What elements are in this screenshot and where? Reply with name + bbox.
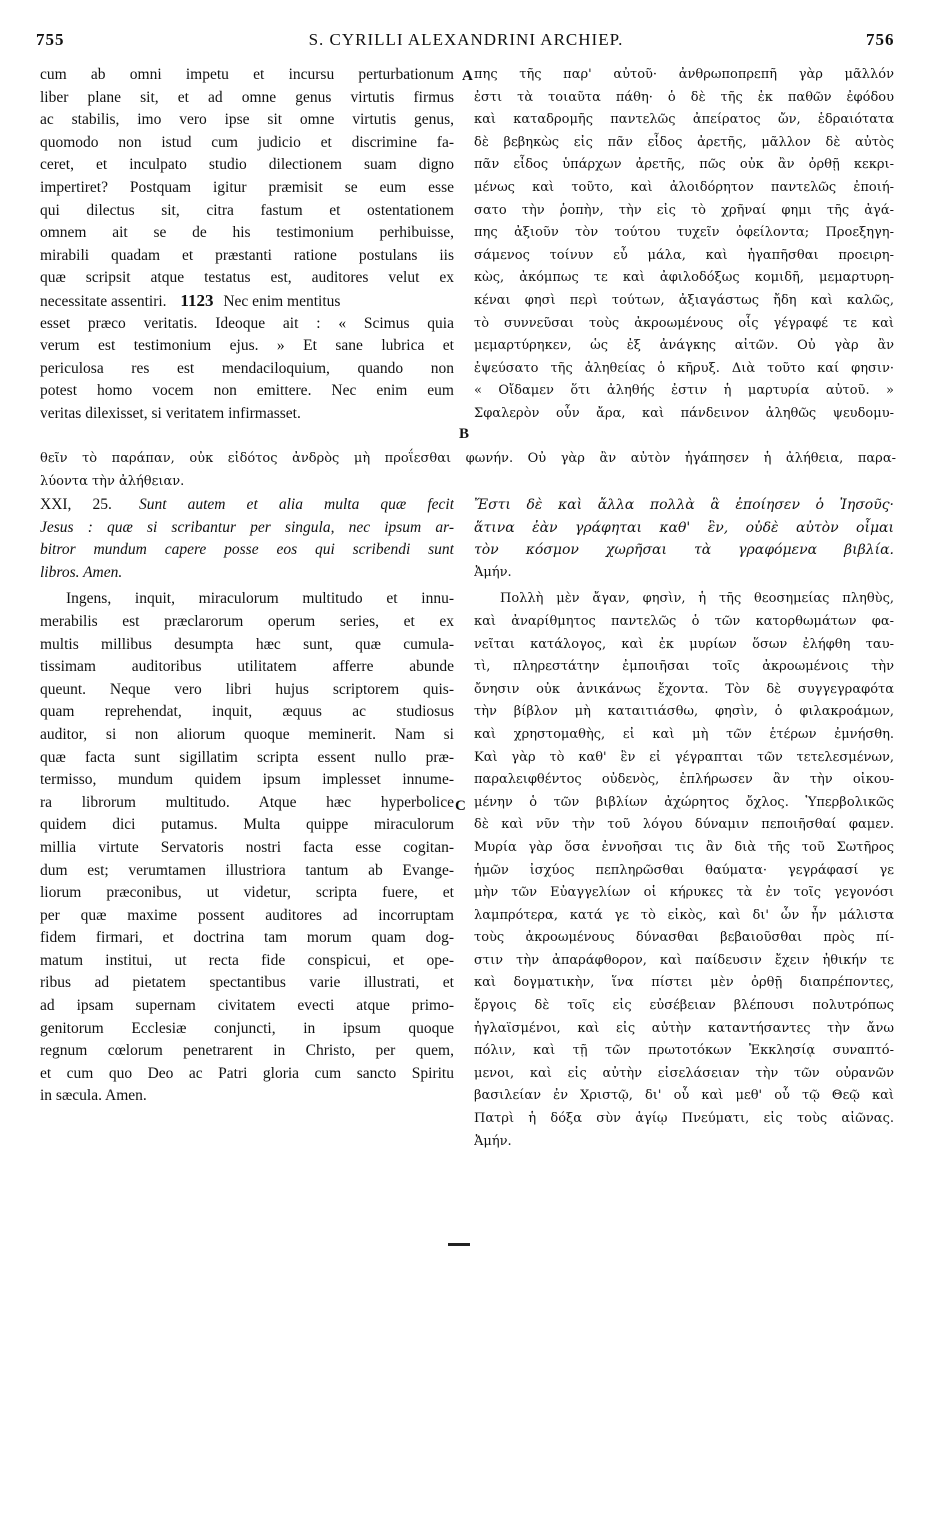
greek-line: Πολλὴ μὲν ἄγαν, φησὶν, ἡ τῆς θεοσημείας πληθὺς, bbox=[500, 591, 894, 607]
greek-line: μενοι, καὶ εἰς αὐτὴν εἰσελάσειαν τὴν τῶν οὐρανῶν bbox=[474, 1065, 894, 1081]
greek-line: ἔργοις δὲ τοῖς εἰς εὐσέβειαν βλέπουσι πολυτρόπως bbox=[474, 998, 894, 1014]
latin-line: ceret, et inculpato studio dilectionem suam digno bbox=[40, 156, 454, 174]
greek-line: στιν τὴν ἀπαράφθορον, καὶ παίδευσιν ἔχειν ἠθικήν τε bbox=[474, 952, 894, 968]
latin-line: auditor, si non aliorum quoque meminerit. Nam si bbox=[40, 725, 454, 743]
latin-line: per quæ maxime possent auditores ad incorruptam bbox=[40, 906, 454, 924]
latin-line: ra librorum multitudo. Atque hæc hyperbolice bbox=[40, 793, 454, 811]
latin-line: omnem ait se de his testimonium perhibuisse, bbox=[40, 224, 454, 242]
latin-line: periculosa res est mendaciloquium, quando non bbox=[40, 359, 454, 377]
latin-line: tissimam auditoribus utilitatem afferre abunde bbox=[40, 658, 454, 676]
greek-line: νεῖται κατάλογος, καὶ ἐκ μυρίων ὅσων ἐλήφθη ταυ- bbox=[474, 636, 894, 652]
greek-line: Πατρὶ ἡ δόξα σὺν ἁγίῳ Πνεύματι, εἰς τοὺς αἰῶνας. bbox=[474, 1111, 894, 1127]
latin-line: quæ scripsit atque testatus est, auditores velut ex bbox=[40, 269, 454, 287]
greek-line: καὶ ἀναρίθμητος παντελῶς ὁ τῶν κατορθωμάτων φα- bbox=[474, 613, 894, 629]
greek-line: σάμενος τοίνυν εὖ μάλα, καὶ ἠγαπῆσθαι προειρη- bbox=[474, 247, 894, 263]
latin-line: verum est testimonium ejus. » Et sane lubrica et bbox=[40, 337, 454, 355]
latin-line: potest homo vocem non emittere. Nec enim eum bbox=[40, 382, 454, 400]
greek-line: σατο τὴν ῥοπὴν, τὴν εἰς τὸ χρῆναί φημι τῆς ἀγά- bbox=[474, 202, 894, 218]
verse-text: Sunt autem et alia multa quæ fecit bbox=[138, 496, 454, 513]
greek-column-bottom bbox=[474, 494, 894, 1153]
latin-line: quidem dici putamus. Multa quippe miraculorum bbox=[40, 816, 454, 834]
latin-column-top bbox=[40, 64, 454, 426]
latin-verse-line: libros. Amen. bbox=[40, 563, 123, 581]
latin-line: merabilis est præclarorum operum series, et ex bbox=[40, 612, 454, 630]
page-header bbox=[0, 30, 932, 56]
latin-line: et cum quo Deo ac Patri gloria cum sancto Spiritu bbox=[40, 1064, 454, 1082]
greek-line: θεῖν τὸ παράπαν, οὐκ εἰδότος ἀνδρὸς μὴ προΐεσθαι φωνήν. Οὐ γὰρ ἂν αὐτὸν ἠγάπησεν ἡ ἀλήθεια, παρα- bbox=[40, 451, 896, 466]
verse-reference: XXI, 25. bbox=[40, 496, 112, 513]
margin-mark-a: A bbox=[462, 68, 473, 84]
greek-line: βασιλείαν ἐν Χριστῷ, δι' οὗ καὶ μεθ' οὗ τῷ Θεῷ καὶ bbox=[474, 1088, 894, 1104]
greek-verse-line: ἅτινα ἐὰν γράφηται καθ' ἓν, οὐδὲ αὐτὸν οἶμαι bbox=[474, 519, 894, 536]
latin-segment: Nec enim mentitus bbox=[223, 292, 341, 310]
margin-mark-c: C bbox=[455, 798, 466, 814]
greek-line: τὴν βίβλον μὴ καταιτιάσθω, φησὶν, ὁ φιλακροάμων, bbox=[474, 704, 894, 720]
latin-line: qui dilectus sit, citra fastum et ostentationem bbox=[40, 201, 454, 219]
latin-line: genitorum Ecclesiæ conjuncti, in ipsum quoque bbox=[40, 1019, 454, 1037]
greek-line: λύοντα τὴν ἀλήθειαν. bbox=[40, 473, 185, 489]
page-number-right: 756 bbox=[866, 30, 895, 49]
latin-line: ad ipsam supernam civitatem evecti atque primo- bbox=[40, 997, 454, 1015]
latin-column-bottom bbox=[40, 494, 454, 1108]
greek-line: Ἀμήν. bbox=[474, 1133, 512, 1149]
latin-line: in sæcula. Amen. bbox=[40, 1087, 147, 1105]
greek-full-width-continuation bbox=[40, 448, 896, 493]
greek-line: δὲ καὶ νῦν τὴν τοῦ λόγου δύναμιν πεποιῆσθαί φαμεν. bbox=[474, 817, 894, 833]
latin-line: dum est; verumtamen illustriora tantum ab Evange- bbox=[40, 861, 454, 879]
latin-line: multis millibus desumpta hæc sunt, quæ cumula- bbox=[40, 635, 454, 653]
latin-verse-line: Jesus : quæ si scribantur per singula, nec ipsum ar- bbox=[40, 518, 454, 536]
end-rule bbox=[448, 1243, 470, 1246]
greek-line: δὲ βεβηκὼς εἰς πᾶν εἶδος ἀρετῆς, μᾶλλον δὲ αὐτὸς bbox=[474, 134, 894, 150]
latin-line: quæ facta sunt sigillatim scripta essent nullo præ- bbox=[40, 748, 454, 766]
latin-line: matum institui, ut recta fide conspicui, et ope- bbox=[40, 951, 454, 969]
latin-segment: necessitate assentiri. bbox=[40, 292, 167, 310]
latin-line: ribus ad pietatem spectantibus varie illustrati, et bbox=[40, 974, 454, 992]
latin-line: quomodo non istud cum judicio et discrimine fa- bbox=[40, 133, 454, 151]
latin-verse-line: bitror mundum capere posse eos qui scribendi sunt bbox=[40, 541, 454, 559]
greek-line: τὶ, πληρεστάτην ἐμποιῆσαι τοῖς ἀκροωμένοις τὴν bbox=[474, 659, 894, 675]
latin-line-with-column-number bbox=[40, 290, 454, 313]
latin-line: millia virtute Servatoris nostri facta esse cogitan- bbox=[40, 838, 454, 856]
greek-line: ἡμῶν ἰσχύος πεπληρῶσθαι θαύματα· γεγράφασί γε bbox=[474, 862, 894, 878]
margin-mark-b: B bbox=[459, 426, 470, 442]
greek-line: μένην ὁ τῶν βιβλίων ἀχώρητος ὄχλος. Ὑπερβολικῶς bbox=[474, 794, 894, 810]
greek-column-top bbox=[474, 64, 894, 426]
greek-line: πης ἀξιοῦν τὸν τούτου τυχεῖν ὀφείλοντα; Προεξηγη- bbox=[474, 225, 894, 241]
latin-line: veritas dilexisset, si veritatem infirmasset. bbox=[40, 404, 301, 422]
greek-verse-line: τὸν κόσμον χωρῆσαι τὰ γραφόμενα βιβλία. bbox=[474, 542, 894, 559]
latin-line: liber plane sit, et ad omne genus virtutis firmus bbox=[40, 88, 454, 106]
greek-line: πης τῆς παρ' αὐτοῦ· ἀνθρωποπρεπῆ γὰρ μᾶλλόν bbox=[474, 67, 894, 82]
latin-line: impertiret? Postquam igitur præmisit se eum esse bbox=[40, 178, 454, 196]
latin-verse-line bbox=[40, 494, 454, 517]
greek-verse-line: Ἀμήν. bbox=[474, 564, 512, 580]
greek-line: Καὶ γὰρ τὸ καθ' ἓν εἰ γέγραπται τῶν τετελεσμένων, bbox=[474, 749, 894, 765]
greek-line: μὴν τῶν Εὐαγγελίων οἱ κήρυκες τὰ ἐν τοῖς γεγονόσι bbox=[474, 885, 894, 901]
latin-line: esset præco veritatis. Ideoque ait : « Scimus quia bbox=[40, 314, 454, 332]
greek-line: ἐψεύσατο τῆς ἀληθείας ὁ κῆρυξ. Διὰ τοῦτο καί φησιν· bbox=[474, 360, 894, 376]
running-title: S. CYRILLI ALEXANDRINI ARCHIEP. bbox=[308, 30, 624, 49]
greek-line: μεμαρτύρηκεν, ὡς ἐξ ἀνάγκης αἰτῶν. Οὐ γὰρ ἂν bbox=[474, 338, 894, 354]
latin-line: mirabili quadam et præstanti ratione postulans iis bbox=[40, 246, 454, 264]
greek-line: τὸ συννεῦσαι τοὺς ἀκροωμένους οἷς γέγραφέ τε καὶ bbox=[474, 315, 894, 331]
latin-line: regnum cœlorum penetrarent in Christo, per quem, bbox=[40, 1042, 454, 1060]
latin-line: queunt. Neque vero libri hujus scriptorem quis- bbox=[40, 680, 454, 698]
greek-line: ἠγλαϊσμένοι, καὶ εἰς αὐτὴν καταντήσαντες τὴν ἄνω bbox=[474, 1020, 894, 1036]
greek-line: Σφαλερὸν οὖν ἄρα, καὶ πάνδεινον ἀληθῶς ψευδομυ- bbox=[474, 405, 894, 421]
greek-line: καὶ καταδρομῆς παντελῶς ἀπείρατος ὤν, ἑδραιότατα bbox=[474, 112, 894, 128]
greek-line: κέναι φησὶ περὶ τούτων, ἀξιαγάστως ἤδη καὶ καλῶς, bbox=[474, 292, 894, 308]
greek-line: ὄνησιν οὐκ ἀνικάνως ἔχοντα. Τὸν δὲ συγγεγραφότα bbox=[474, 681, 894, 697]
latin-line: quam reprehendat, inquit, æquus ac studiosus bbox=[40, 703, 454, 721]
greek-line: καὶ χρηστομαθὴς, εἰ καὶ μὴ τῶν ἑτέρων ἐμνήσθη. bbox=[474, 726, 894, 742]
greek-verse-line: Ἔστι δὲ καὶ ἄλλα πολλὰ ἃ ἐποίησεν ὁ Ἰησοῦς· bbox=[474, 497, 894, 513]
greek-line: μένως καὶ τοῦτο, καὶ ἀλοιδόρητον παντελῶς ἐποιή- bbox=[474, 179, 894, 195]
greek-line: λαμπρότερα, κατά γε τὸ εἰκὸς, καὶ δι' ὧν ἦν μάλιστα bbox=[474, 907, 894, 923]
greek-line: παραλειφθέντος οὐδενὸς, ἐπλήρωσεν ἂν τὴν οἰκου- bbox=[474, 772, 894, 788]
column-number: 1123 bbox=[180, 290, 214, 310]
greek-line: « Οἴδαμεν ὅτι ἀληθής ἐστιν ἡ μαρτυρία αὐτοῦ. » bbox=[474, 383, 894, 399]
latin-line: cum ab omni impetu et incursu perturbationum bbox=[40, 66, 454, 83]
greek-line: τοὺς ἀκροωμένους δύνασθαι βεβαιοῦσθαι πρὸς πί- bbox=[474, 930, 894, 946]
page-number-left: 755 bbox=[36, 30, 65, 49]
greek-line: πόλιν, καὶ τῇ τῶν πρωτοτόκων Ἐκκλησίᾳ συναπτό- bbox=[474, 1043, 894, 1059]
latin-line: ac stabilis, imo vero ipse sit omne virtutis genus, bbox=[40, 111, 454, 129]
greek-line: ἐστι τὰ τοιαῦτα πάθη· ὁ δὲ τῆς ἐκ παθῶν ἐφόδου bbox=[474, 89, 894, 105]
latin-line: Ingens, inquit, miraculorum multitudo et innu- bbox=[66, 590, 454, 608]
greek-line: καὶ δογματικὴν, ἵνα πίστει μὲν ὀρθῇ διαπρέποντες, bbox=[474, 975, 894, 991]
greek-line: κὼς, ἀκόμπως τε καὶ ἀφιλοδόξως κομιδῆ, μεμαρτυρη- bbox=[474, 270, 894, 286]
latin-line: liorum præconibus, ut videtur, scripta fuere, et bbox=[40, 884, 454, 902]
greek-line: πᾶν εἶδος ὑπάρχων ἀρετῆς, πῶς οὐκ ἂν ὀρθῇ κεκρι- bbox=[474, 157, 894, 173]
greek-line: Μυρία γὰρ ὅσα ἐννοῆσαι τις ἂν διὰ τῆς τοῦ Σωτῆρος bbox=[474, 839, 894, 855]
latin-line: fidem firmari, et doctrina tam morum quam dog- bbox=[40, 929, 454, 947]
latin-line: termisso, mundum quidem ipsum implesset innume- bbox=[40, 771, 454, 789]
